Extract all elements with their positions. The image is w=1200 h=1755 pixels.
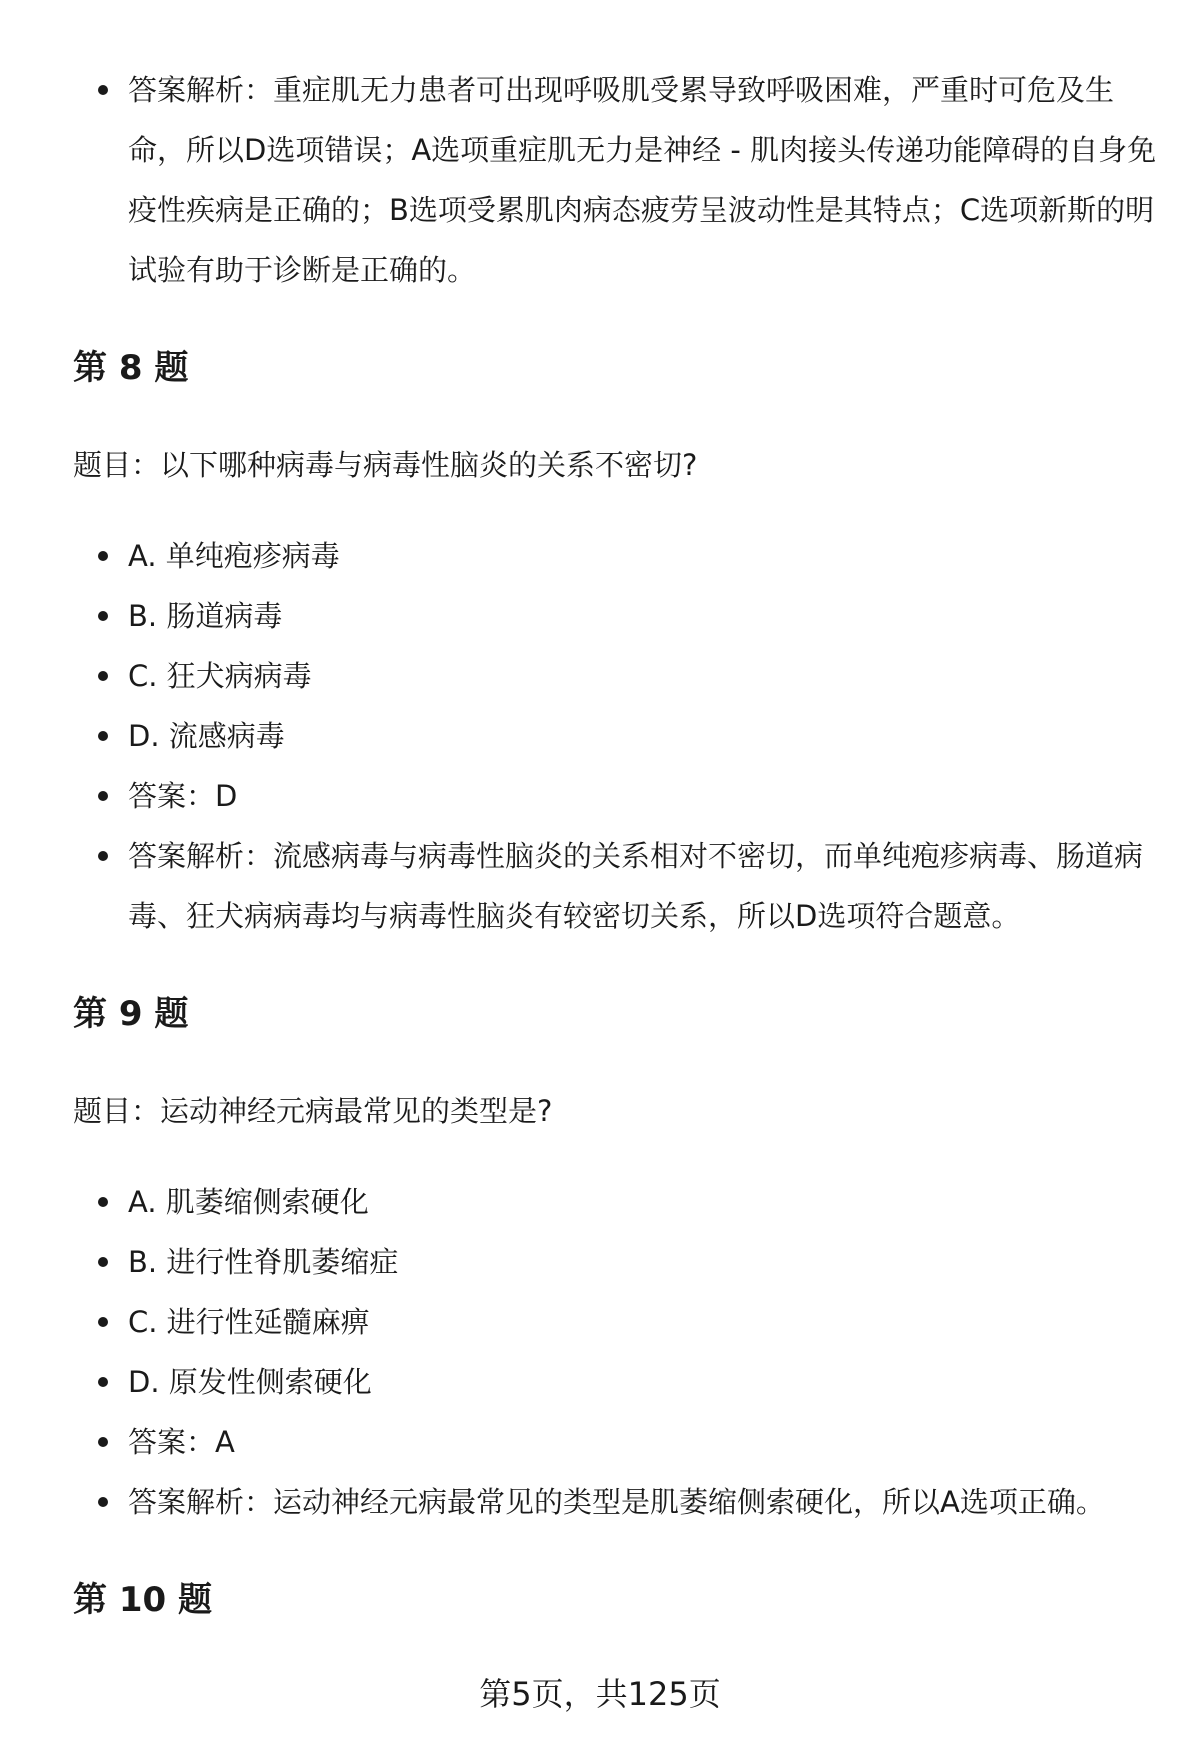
q8-heading: 第 8 题 <box>73 348 189 388</box>
q8-explanation: 答案解析：流感病毒与病毒性脑炎的关系相对不密切，而单纯疱疹病毒、肠道病毒、狂犬病病毒均与病毒性脑炎有较密切关系，所以D选项符合题意。 <box>0 826 1200 946</box>
q9-heading: 第 9 题 <box>73 994 189 1034</box>
q9-option-c: C. 进行性延髓麻痹 <box>0 1292 1200 1352</box>
q9-option-d: D. 原发性侧索硬化 <box>0 1352 1200 1412</box>
q7-explanation: 答案解析：重症肌无力患者可出现呼吸肌受累导致呼吸困难，严重时可危及生命，所以D选项错误；A选项重症肌无力是神经 - 肌肉接头传递功能障碍的自身免疫性疾病是正确的；B选项受累肌肉病态疲劳呈波动性是其特点；C选项新斯的明试验有助于诊断是正确的。 <box>0 60 1200 300</box>
q8-list <box>0 526 1200 946</box>
q9-answer: 答案：A <box>0 1412 1200 1472</box>
q8-option-d: D. 流感病毒 <box>0 706 1200 766</box>
q9-option-b: B. 进行性脊肌萎缩症 <box>0 1232 1200 1292</box>
q8-answer: 答案：D <box>0 766 1200 826</box>
q9-explanation: 答案解析：运动神经元病最常见的类型是肌萎缩侧索硬化，所以A选项正确。 <box>0 1472 1200 1532</box>
q8-option-c: C. 狂犬病病毒 <box>0 646 1200 706</box>
q9-option-a: A. 肌萎缩侧索硬化 <box>0 1172 1200 1232</box>
q9-question: 题目：运动神经元病最常见的类型是? <box>73 1094 553 1128</box>
q8-option-b: B. 肠道病毒 <box>0 586 1200 646</box>
page-number: 第5页，共125页 <box>479 1675 721 1713</box>
q8-option-a: A. 单纯疱疹病毒 <box>0 526 1200 586</box>
q8-question: 题目：以下哪种病毒与病毒性脑炎的关系不密切? <box>73 448 698 482</box>
q9-list <box>0 1172 1200 1532</box>
q7-list <box>0 60 1200 300</box>
q10-heading: 第 10 题 <box>73 1580 212 1620</box>
